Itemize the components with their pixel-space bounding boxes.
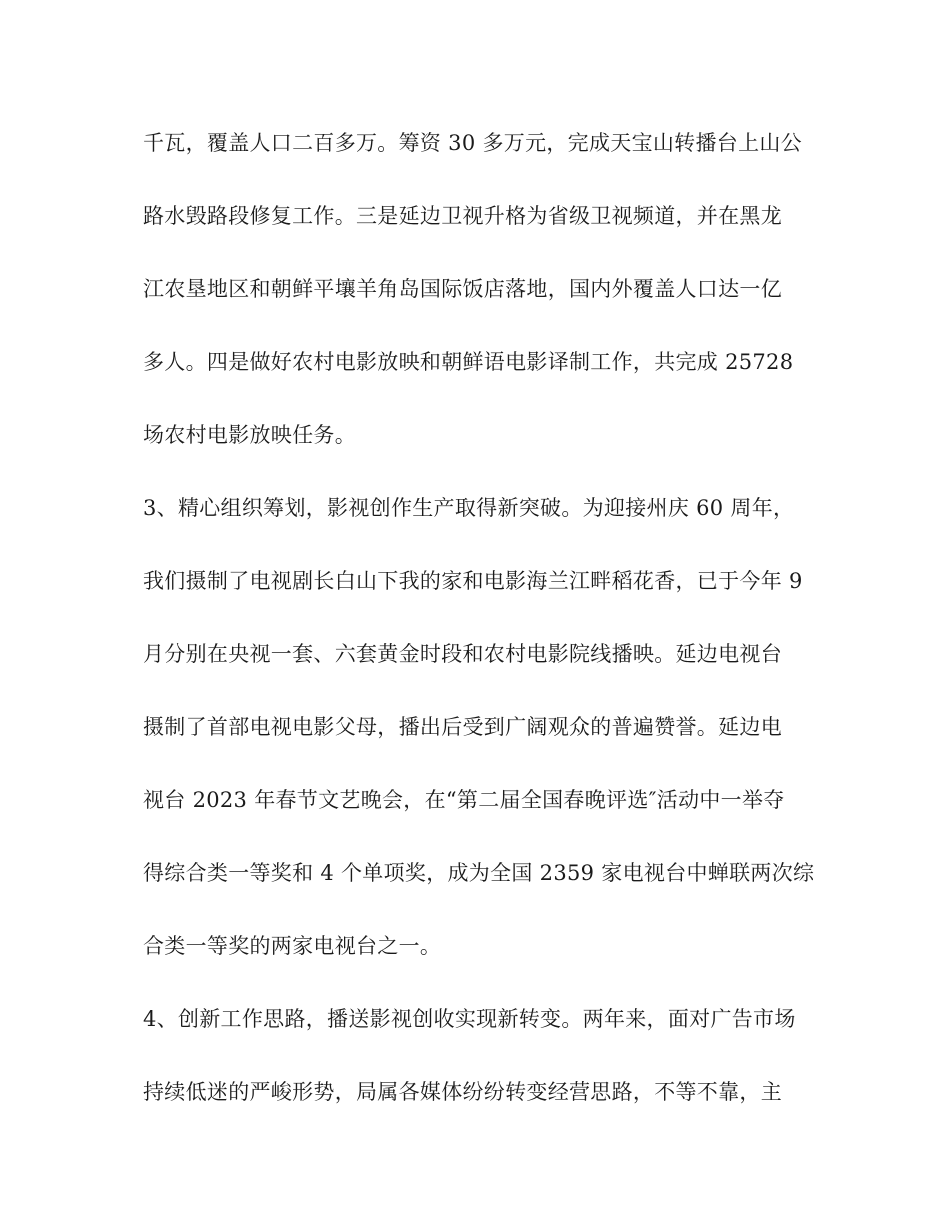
text-line: 4、创新工作思路，播送影视创收实现新转变。两年来，面对广告市场	[143, 1007, 796, 1031]
text-line: 月分别在央视一套、六套黄金时段和农村电影院线播映。延边电视台	[143, 642, 782, 666]
text-line: 我们摄制了电视剧长白山下我的家和电影海兰江畔稻花香，已于今年 9	[143, 569, 803, 593]
text-line: 摄制了首部电视电影父母，播出后受到广阔观众的普遍赞誉。延边电	[143, 715, 782, 739]
text-line: 合类一等奖的两家电视台之一。	[143, 934, 442, 958]
text-line: 视台 2023 年春节文艺晚会，在“第二届全国春晚评选″活动中一举夺	[143, 788, 785, 812]
text-line: 3、精心组织筹划，影视创作生产取得新突破。为迎接州庆 60 周年，	[143, 496, 795, 520]
text-line: 千瓦，覆盖人口二百多万。筹资 30 多万元，完成天宝山转播台上山公	[143, 131, 802, 155]
text-line: 场农村电影放映任务。	[143, 423, 356, 447]
text-line: 江农垦地区和朝鲜平壤羊角岛国际饭店落地，国内外覆盖人口达一亿	[143, 277, 782, 301]
text-line: 持续低迷的严峻形势，局属各媒体纷纷转变经营思路，不等不靠，主	[143, 1080, 782, 1104]
text-line: 多人。四是做好农村电影放映和朝鲜语电影译制工作，共完成 25728	[143, 350, 794, 374]
text-line: 路水毁路段修复工作。三是延边卫视升格为省级卫视频道，并在黑龙	[143, 204, 782, 228]
text-line: 得综合类一等奖和 4 个单项奖，成为全国 2359 家电视台中蝉联两次综	[143, 861, 815, 885]
